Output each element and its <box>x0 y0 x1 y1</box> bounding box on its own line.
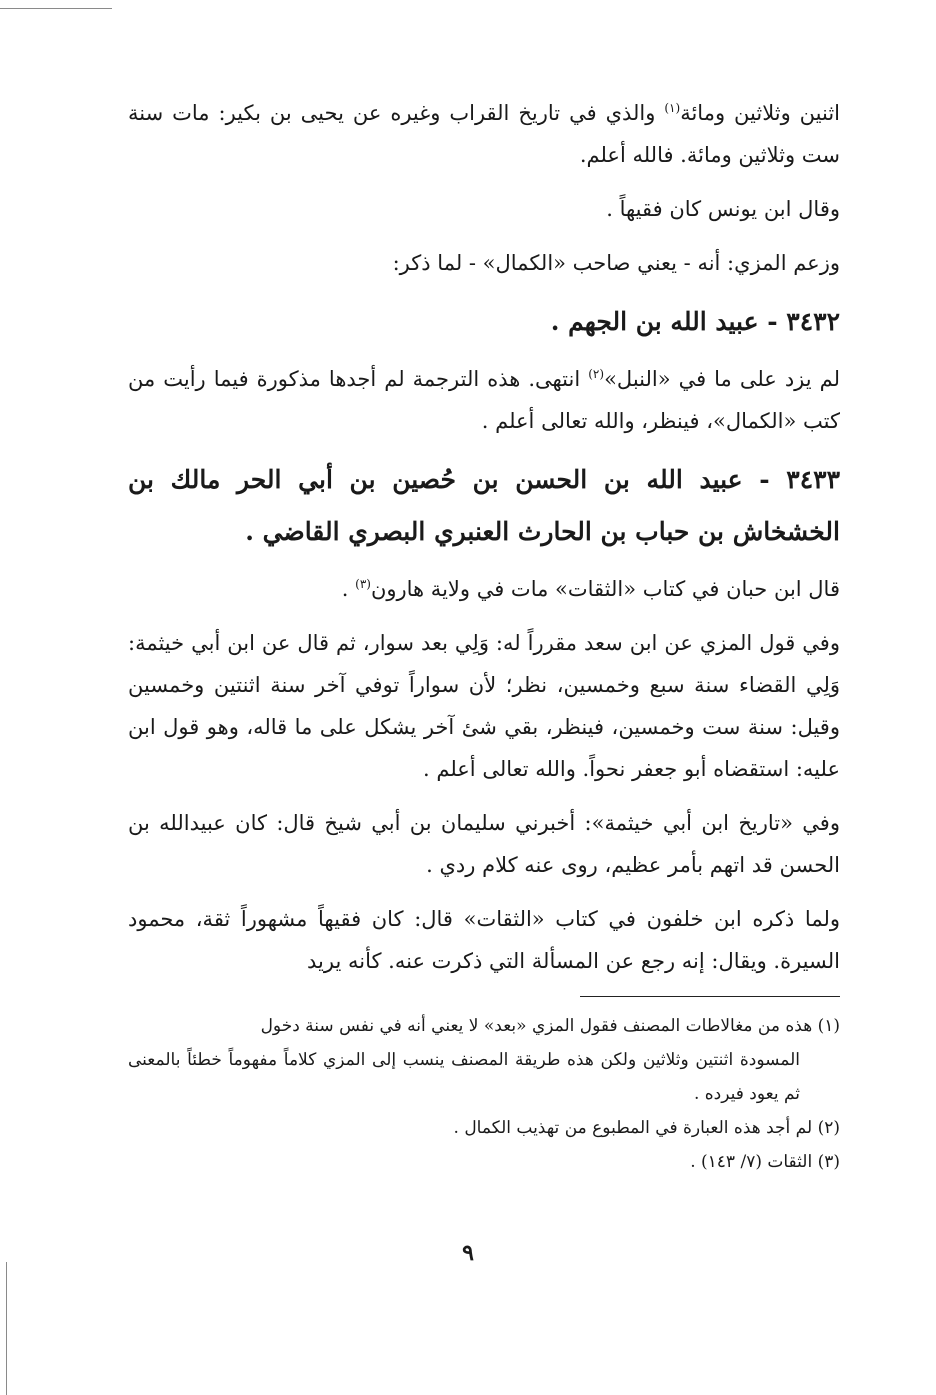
footnote-2: (٢) لم أجد هذه العبارة في المطبوع من تهذيب الكمال . <box>453 1118 840 1138</box>
footnotes <box>128 1009 840 1179</box>
footnote-ref-2[interactable]: (٢) <box>588 367 605 381</box>
footnote-3: (٣) الثقات (٧/ ١٤٣) . <box>690 1152 840 1172</box>
paragraph-continuation <box>128 92 840 176</box>
paragraph-ibn-khalfun: ولما ذكره ابن خلفون في كتاب «الثقات» قال: كان فقيهاً مشهوراً ثقة، محمود السيرة. ويقال: إنه رجع عن المسألة التي ذكرت عنه. كأنه يريد <box>128 907 840 973</box>
paragraph-text: لم يزد على ما في «النبل» <box>604 367 840 391</box>
page-number: ٩ <box>462 1240 474 1266</box>
paragraph-nubl <box>128 358 840 442</box>
paragraph-mizzi-claim: وزعم المزي: أنه - يعني صاحب «الكمال» - لما ذكر: <box>392 251 840 275</box>
paragraph-text: قال ابن حبان في كتاب «الثقات» مات في ولاية هارون <box>370 577 840 601</box>
paragraph-ibn-abi-khaythama: وفي «تاريخ ابن أبي خيثمة»: أخبرني سليمان بن أبي شيخ قال: كان عبيدالله بن الحسن قد اتهم بأمر عظيم، روى عنه كلام ردي . <box>128 811 840 877</box>
scan-edge-line-left <box>6 1262 7 1395</box>
footnote-ref-3[interactable]: (٣) <box>355 577 371 591</box>
paragraph-ibn-hibban <box>128 568 840 610</box>
footnote-ref-1[interactable]: (١) <box>664 101 681 115</box>
paragraph-ibn-saad: وفي قول المزي عن ابن سعد مقرراً له: وَلِي بعد سوار، ثم قال عن ابن أبي خيثمة: وَلِي القضاء سنة سبع وخمسين، نظر؛ لأن سواراً توفي آخر سنة اثنتين وخمسين وقيل: سنة ست وخمسين، فينظر، بقي شئ آخر يشكل على ما قاله، وهو قول ابن عليه: استقضاه أبو جعفر نحواً. والله تعالى أعلم . <box>128 631 840 781</box>
entry-heading-3432: ٣٤٣٢ - عبيد الله بن الجهم . <box>550 307 840 336</box>
paragraph-ibn-yunus: وقال ابن يونس كان فقيهاً . <box>606 197 840 221</box>
entry-heading-3433: ٣٤٣٣ - عبيد الله بن الحسن بن حُصين بن أبي الحر مالك بن الخشخاش بن حباب بن الحارث العنبري البصري القاضي . <box>128 465 840 546</box>
footnote-1: (١) هذه من مغالاطات المصنف فقول المزي «بعد» لا يعني أنه في نفس سنة دخول <box>260 1016 840 1036</box>
paragraph-text: والذي في تاريخ القراب وغيره عن يحيى بن بكير: مات سنة ست وثلاثين ومائة. فالله أعلم. <box>128 101 840 167</box>
paragraph-text: انتهى. هذه الترجمة لم أجدها مذكورة فيما رأيت من كتب «الكمال»، فينظر، والله تعالى أعلم . <box>128 367 840 433</box>
paragraph-text: . <box>341 577 356 601</box>
scan-edge-line-top <box>0 8 112 9</box>
paragraph-text: اثنين وثلاثين ومائة <box>680 101 841 125</box>
page-body <box>128 92 840 1179</box>
footnote-separator <box>580 996 840 997</box>
footnote-1-continuation: المسودة اثنتين وثلاثين ولكن هذه طريقة المصنف ينسب إلى المزي كلاماً مفهوماً خطئاً بالمعنى ثم يعود فيرده . <box>128 1050 800 1104</box>
